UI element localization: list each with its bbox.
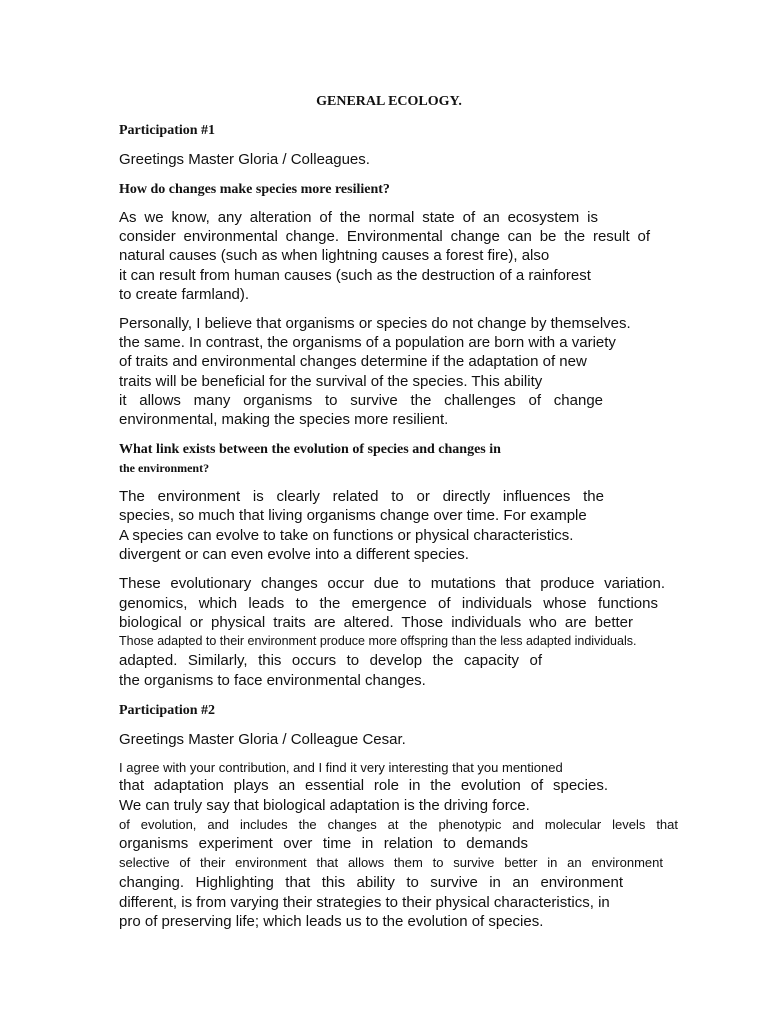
question-2-line-1: What link exists between the evolution of species and changes in — [119, 442, 501, 457]
paragraph-line: species, so much that living organisms change over time. For example — [119, 507, 587, 524]
paragraph-line: of evolution, and includes the changes at the phenotypic and molecular levels that — [119, 817, 678, 832]
paragraph-line: changing. Highlighting that this ability to survive in an environment — [119, 874, 623, 891]
paragraph-line: it allows many organisms to survive the challenges of change — [119, 392, 603, 409]
paragraph-line: As we know, any alteration of the normal state of an ecosystem is — [119, 209, 598, 226]
paragraph-line: genomics, which leads to the emergence of individuals whose functions — [119, 595, 658, 612]
paragraph-line: different, is from varying their strategies to their physical characteristics, in — [119, 894, 610, 911]
paragraph-line: Those adapted to their environment produce more offspring than the less adapted individuals. — [119, 634, 637, 648]
paragraph-line: the organisms to face environmental changes. — [119, 672, 426, 689]
question-2-line-2: the environment? — [119, 461, 210, 475]
participation-2-heading: Participation #2 — [119, 703, 216, 718]
paragraph-line: divergent or can even evolve into a different species. — [119, 546, 469, 563]
question-1: How do changes make species more resilient? — [119, 182, 390, 197]
paragraph-line: A species can evolve to take on functions or physical characteristics. — [119, 527, 574, 544]
paragraph-line: consider environmental change. Environmental change can be the result of — [119, 228, 650, 245]
participation-1-greeting: Greetings Master Gloria / Colleagues. — [119, 151, 370, 168]
paragraph-line: Personally, I believe that organisms or species do not change by themselves. — [119, 315, 631, 332]
paragraph-line: to create farmland). — [119, 286, 250, 303]
paragraph-line: it can result from human causes (such as the destruction of a rainforest — [119, 267, 591, 284]
document-title: GENERAL ECOLOGY. — [316, 94, 462, 109]
paragraph-line: pro of preserving life; which leads us to the evolution of species. — [119, 913, 544, 930]
paragraph-line: of traits and environmental changes determine if the adaptation of new — [119, 353, 587, 370]
participation-2-greeting: Greetings Master Gloria / Colleague Cesar. — [119, 731, 406, 748]
paragraph-line: biological or physical traits are altered. Those individuals who are better — [119, 614, 633, 631]
paragraph-line: organisms experiment over time in relation to demands — [119, 835, 528, 852]
participation-1-heading: Participation #1 — [119, 123, 216, 138]
paragraph-line: that adaptation plays an essential role in the evolution of species. — [119, 777, 608, 794]
paragraph-line: selective of their environment that allows them to survive better in an environment — [119, 855, 663, 870]
paragraph-line: These evolutionary changes occur due to mutations that produce variation. — [119, 575, 665, 592]
paragraph-line: environmental, making the species more resilient. — [119, 411, 449, 428]
paragraph-line: The environment is clearly related to or directly influences the — [119, 488, 604, 505]
paragraph-line: I agree with your contribution, and I find it very interesting that you mentioned — [119, 760, 563, 775]
paragraph-line: traits will be beneficial for the survival of the species. This ability — [119, 373, 543, 390]
paragraph-line: adapted. Similarly, this occurs to develop the capacity of — [119, 652, 542, 669]
paragraph-line: We can truly say that biological adaptation is the driving force. — [119, 797, 530, 814]
paragraph-line: the same. In contrast, the organisms of a population are born with a variety — [119, 334, 616, 351]
paragraph-line: natural causes (such as when lightning causes a forest fire), also — [119, 247, 550, 264]
